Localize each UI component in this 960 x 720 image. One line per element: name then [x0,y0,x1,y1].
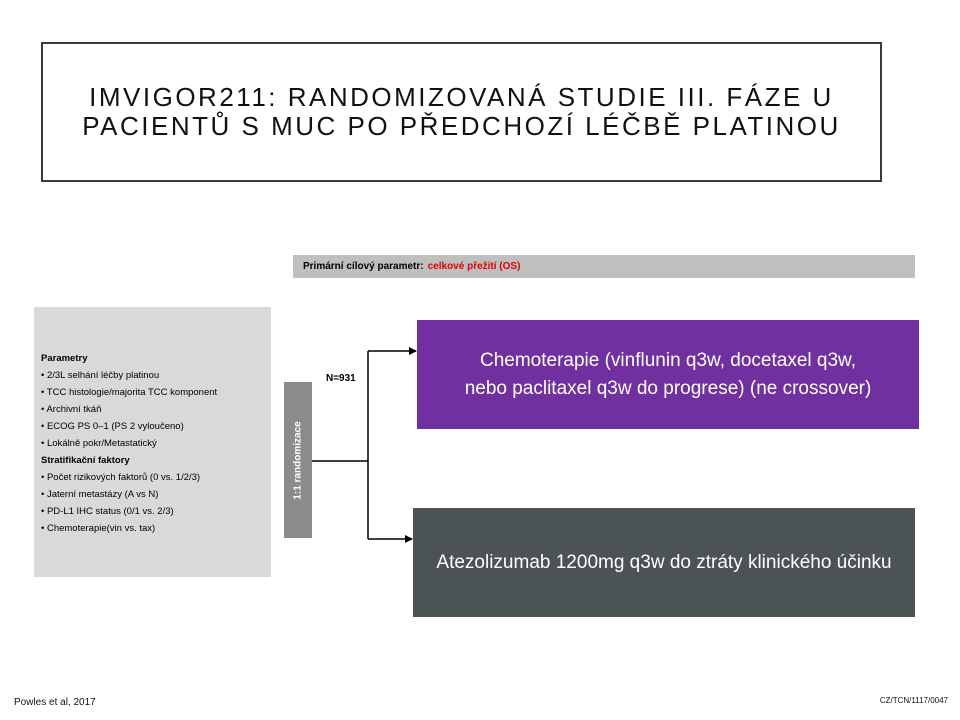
chemo-arm-line-2: nebo paclitaxel q3w do progrese) (ne crossover) [464,377,872,399]
stratification-heading: Stratifikační faktory [41,455,130,466]
parameter-item: • 2/3L selhání léčby platinou [41,367,271,384]
slide-number: 10 [933,14,946,26]
parameter-item: • TCC histologie/majorita TCC komponent [41,384,271,401]
atezo-arm-text: Atezolizumab 1200mg q3w do ztráty klinického účinku [436,551,892,573]
stratification-item: • PD-L1 IHC status (0/1 vs. 2/3) [41,503,271,520]
document-code: CZ/TCN/1117/0047 [879,696,948,705]
sample-size-label: N=931 [326,373,356,384]
randomization-label: 1:1 randomizace [292,420,304,500]
primary-endpoint-label: Primární cílový parametr: [303,261,424,272]
stratification-item: • Chemoterapie(vin vs. tax) [41,520,271,537]
atezolizumab-arm [413,508,915,617]
primary-endpoint-value: celkové přežití (OS) [427,261,521,272]
title-line-2: PACIENTŮ S MUC PO PŘEDCHOZÍ LÉČBĚ PLATINOU [82,111,841,141]
stratification-item: • Jaterní metastázy (A vs N) [41,486,271,503]
citation: Powles et al, 2017 [14,697,96,708]
chemotherapy-arm [417,320,919,429]
parameter-item: • ECOG PS 0–1 (PS 2 vyloučeno) [41,418,271,435]
parameters-heading: Parametry [41,353,88,364]
parameter-item: • Lokálně pokr/Metastatický [41,435,271,452]
parameter-item: • Archivní tkáň [41,401,271,418]
chemo-arm-line-1: Chemoterapie (vinflunin q3w, docetaxel q3w, [479,349,856,371]
stratification-item: • Počet rizikových faktorů (0 vs. 1/2/3) [41,469,271,486]
title-line-1: IMVIGOR211: RANDOMIZOVANÁ STUDIE III. FÁZE U [89,82,834,112]
